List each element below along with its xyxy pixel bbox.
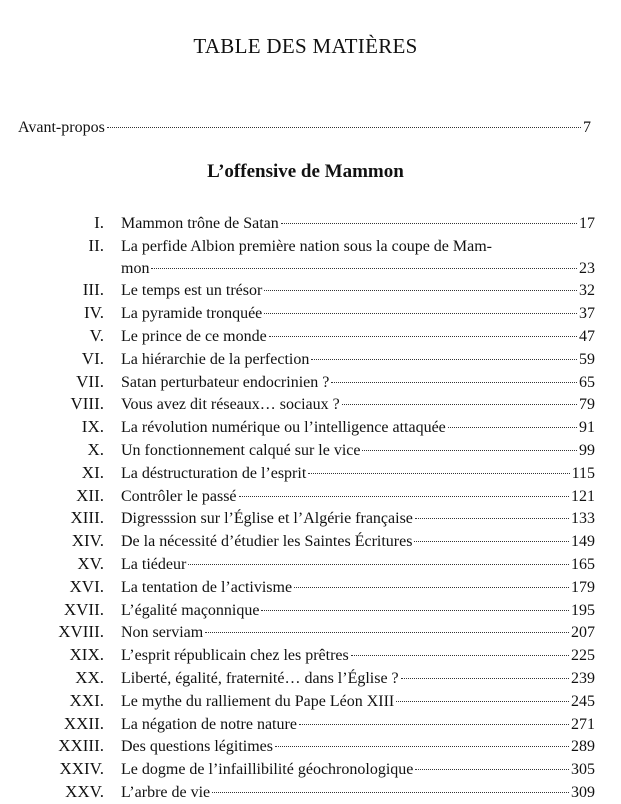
toc-entry-page: 32: [579, 282, 595, 300]
dot-leader: [205, 632, 569, 633]
toc-entry-title: L’esprit républicain chez les prêtres: [121, 647, 349, 665]
toc-entry-title: Le prince de ce monde: [121, 327, 267, 345]
toc-entry-page: 7: [583, 119, 591, 136]
dot-leader: [308, 473, 569, 474]
toc-entry[interactable]: [0, 621, 595, 644]
toc-entry-title: La pyramide tronquée: [121, 305, 263, 323]
toc-entry-page: 37: [579, 305, 595, 323]
toc-entry-number: III.: [82, 280, 104, 300]
dot-leader: [414, 541, 569, 542]
toc-entry-title: Mammon trône de Satan: [121, 215, 279, 232]
toc-entry-number: XVI.: [69, 576, 104, 596]
toc-entry-title: La tentation de l’activisme: [121, 578, 293, 596]
toc-entry-title: Le dogme de l’infaillibilité géochronologique: [121, 761, 414, 779]
toc-entry[interactable]: [0, 371, 595, 394]
toc-entry-title: La hiérarchie de la perfection: [121, 350, 310, 368]
dot-leader: [281, 223, 577, 224]
toc-entry-title: Un fonctionnement calqué sur le vice: [121, 441, 361, 459]
dot-leader: [401, 678, 569, 679]
toc-entry-number: XXV.: [65, 781, 104, 801]
toc-entry-number: I.: [94, 213, 104, 232]
toc-entry-title: Le mythe du ralliement du Pape Léon XIII: [121, 692, 395, 710]
toc-entry-number: XX.: [75, 667, 104, 687]
toc-entry-number: IV.: [84, 303, 104, 323]
toc-entry-avant-propos[interactable]: [18, 119, 591, 137]
dot-leader: [261, 610, 569, 611]
toc-entry[interactable]: [0, 599, 595, 622]
toc-entry-page: 59: [579, 350, 595, 368]
toc-entry[interactable]: [0, 553, 595, 576]
toc-entry[interactable]: [0, 735, 595, 758]
toc-entry-page: 65: [579, 373, 595, 391]
toc-entry-number: II.: [88, 235, 104, 255]
dot-leader: [294, 587, 569, 588]
toc-entry-number: VII.: [76, 371, 104, 391]
toc-entry-page: 47: [579, 327, 595, 345]
toc-entry-page: 271: [571, 715, 595, 733]
dot-leader: [351, 655, 569, 656]
toc-entry-page: 91: [579, 419, 595, 437]
toc-entry-page: 289: [571, 738, 595, 756]
dot-leader: [275, 746, 569, 747]
dot-leader: [362, 450, 577, 451]
toc-entry-page: 17: [579, 215, 595, 232]
dot-leader: [239, 496, 569, 497]
toc-entry-page: 99: [579, 441, 595, 459]
toc-entry-title: Liberté, égalité, fraternité… dans l’Église ?: [121, 669, 399, 687]
toc-entry-title: Vous avez dit réseaux… sociaux ?: [121, 396, 340, 414]
toc-entry[interactable]: [0, 416, 595, 439]
toc-entry-number: XIX.: [69, 645, 104, 665]
toc-entry-title: Contrôler le passé: [121, 487, 237, 505]
toc-entry-page: 195: [571, 601, 595, 619]
toc-entry[interactable]: [0, 667, 595, 690]
toc-entry-number: VI.: [81, 348, 104, 368]
toc-entry-title: Le temps est un trésor: [121, 282, 263, 300]
toc-entry-title-line2: mon: [121, 259, 150, 277]
toc-entry-number: XIII.: [70, 508, 104, 528]
toc-entry-page: 179: [571, 578, 595, 596]
dot-leader: [396, 701, 569, 702]
dot-leader: [269, 336, 577, 337]
toc-entry-page: 207: [571, 624, 595, 642]
toc-entry-page: 23: [579, 259, 595, 277]
toc-entry[interactable]: [0, 644, 595, 667]
dot-leader: [331, 382, 577, 383]
dot-leader: [342, 404, 577, 405]
dot-leader: [311, 359, 577, 360]
dot-leader: [448, 427, 577, 428]
toc-entry[interactable]: [0, 781, 595, 804]
toc-entry[interactable]: [0, 507, 595, 530]
toc-entry[interactable]: [0, 235, 595, 280]
dot-leader: [107, 127, 581, 128]
dot-leader: [151, 268, 577, 269]
toc-entry-number: XI.: [81, 462, 104, 482]
section-title: L’offensive de Mammon: [207, 161, 404, 182]
toc-entry[interactable]: [0, 713, 595, 736]
toc-entry-title: Digresssion sur l’Église et l’Algérie française: [121, 510, 413, 528]
toc-entry-page: 121: [571, 487, 595, 505]
toc-entry-page: 165: [571, 555, 595, 573]
toc-entry-title: L’égalité maçonnique: [121, 601, 260, 619]
dot-leader: [212, 792, 569, 793]
toc-entry-number: XXIV.: [59, 759, 104, 779]
toc-entry-page: 115: [571, 464, 595, 482]
toc-entry-page: 133: [571, 510, 595, 528]
toc-entry-number: X.: [87, 439, 104, 459]
dot-leader: [299, 724, 569, 725]
toc-entry-number: IX.: [81, 417, 104, 437]
dot-leader: [264, 290, 577, 291]
toc-entry[interactable]: [0, 393, 595, 416]
toc-entry[interactable]: [0, 485, 595, 508]
toc-entry-number: XXII.: [63, 713, 104, 733]
dot-leader: [415, 518, 569, 519]
page-title: TABLE DES MATIÈRES: [193, 34, 418, 58]
toc-entry-number: XXIII.: [58, 736, 104, 756]
toc-entry-number: XVIII.: [58, 622, 104, 642]
toc-entry-number: XII.: [76, 485, 104, 505]
toc-entry-title: La négation de notre nature: [121, 715, 297, 733]
toc-entry-page: 245: [571, 692, 595, 710]
toc-entry-title: De la nécessité d’étudier les Saintes Écritures: [121, 533, 413, 551]
toc-entry-page: 225: [571, 647, 595, 665]
toc-entry-number: XVII.: [63, 599, 104, 619]
toc-entry-number: XV.: [77, 553, 104, 573]
toc-entry-page: 79: [579, 396, 595, 414]
toc-entry-title: L’arbre de vie: [121, 783, 211, 801]
toc-entry[interactable]: [0, 348, 595, 371]
toc-entry-page: 149: [571, 533, 595, 551]
toc-entry[interactable]: [0, 325, 595, 348]
toc-entry-page: 305: [571, 761, 595, 779]
toc-entry-title: La déstructuration de l’esprit: [121, 464, 307, 482]
toc-entry-number: XIV.: [71, 531, 104, 551]
toc-entry-title-line1: La perfide Albion première nation sous la coupe de Mam-: [121, 237, 492, 255]
dot-leader: [415, 769, 569, 770]
toc-entry[interactable]: [0, 439, 595, 462]
toc-entry-page: 239: [571, 669, 595, 687]
toc-entry[interactable]: [0, 690, 595, 713]
toc-entry-number: VIII.: [70, 394, 104, 414]
toc-entry-title: Avant-propos: [18, 119, 105, 136]
toc-entry[interactable]: [0, 462, 595, 485]
toc-entry[interactable]: [0, 530, 595, 553]
toc-entry[interactable]: [0, 279, 595, 302]
toc-entry-title: La révolution numérique ou l’intelligence attaquée: [121, 419, 446, 437]
toc-entry-number: XXI.: [69, 690, 104, 710]
toc-list: [0, 212, 595, 804]
toc-entry[interactable]: [0, 302, 595, 325]
toc-entry-page: 309: [571, 783, 595, 801]
toc-entry[interactable]: [0, 758, 595, 781]
toc-entry-title: Des questions légitimes: [121, 738, 273, 756]
toc-entry[interactable]: [0, 212, 595, 235]
toc-entry-number: V.: [89, 325, 104, 345]
dot-leader: [188, 564, 569, 565]
dot-leader: [264, 313, 577, 314]
toc-entry-title: Non serviam: [121, 624, 204, 642]
toc-entry-title: La tiédeur: [121, 555, 187, 573]
toc-entry[interactable]: [0, 576, 595, 599]
toc-entry-title: Satan perturbateur endocrinien ?: [121, 373, 330, 391]
